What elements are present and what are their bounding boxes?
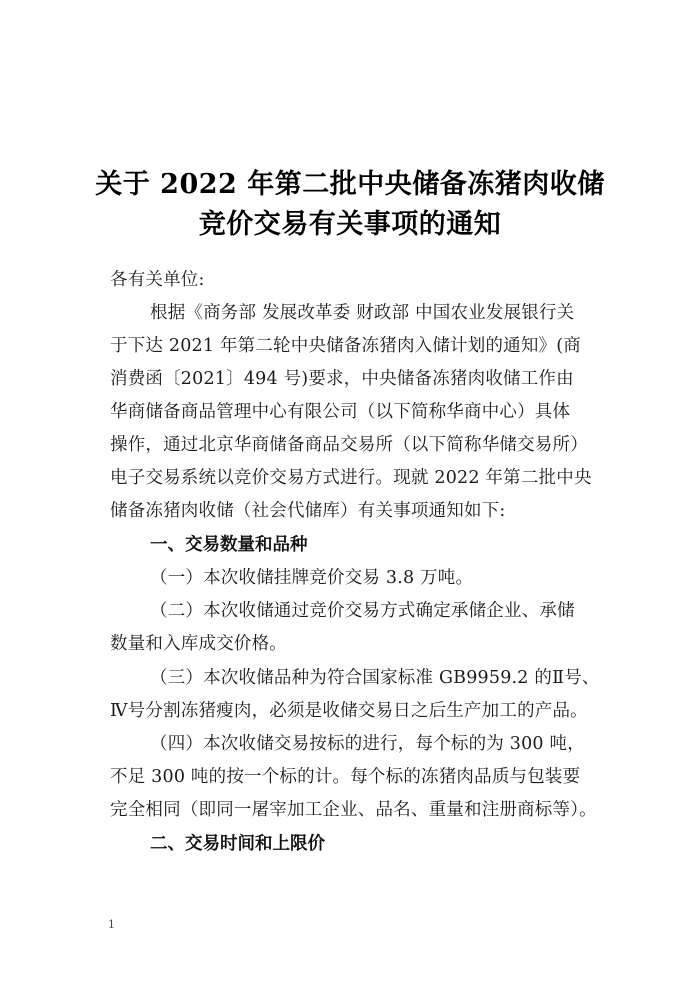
- section-item-line: （一）本次收储挂牌竞价交易 3.8 万吨。: [150, 568, 474, 588]
- title-line-2: 竞价交易有关事项的通知: [198, 209, 502, 240]
- section-item-line: Ⅳ号分割冻猪瘦肉，必须是收储交易日之后生产加工的产品。: [110, 701, 588, 721]
- intro-line: 操作，通过北京华商储备商品交易所（以下简称华储交易所）: [110, 435, 588, 455]
- section-heading: 一、交易数量和品种: [150, 535, 308, 555]
- section-item-line: 不足 300 吨的按一个标的计。每个标的冻猪肉品质与包装要: [110, 767, 581, 787]
- section-item-line: （三）本次收储品种为符合国家标准 GB9959.2 的Ⅱ号、: [150, 668, 600, 688]
- intro-line: 于下达 2021 年第二轮中央储备冻猪肉入储计划的通知》(商: [110, 336, 581, 356]
- page-number: 1: [108, 918, 115, 931]
- section-heading: 二、交易时间和上限价: [150, 834, 325, 854]
- salutation: 各有关单位:: [110, 270, 205, 290]
- intro-line: 华商储备商品管理中心有限公司（以下简称华商中心）具体: [110, 402, 571, 422]
- intro-line: 根据《商务部 发展改革委 财政部 中国农业发展银行关: [150, 303, 575, 323]
- intro-line: 消费函〔2021〕494 号)要求，中央储备冻猪肉收储工作由: [110, 369, 574, 389]
- intro-line: 电子交易系统以竞价交易方式进行。现就 2022 年第二批中央: [110, 468, 592, 488]
- section-item-line: 完全相同（即同一屠宰加工企业、品名、重量和注册商标等）。: [110, 800, 597, 820]
- section-item-line: 数量和入库成交价格。: [110, 634, 287, 654]
- title-line-1: 关于 2022 年第二批中央储备冻猪肉收储: [95, 169, 605, 200]
- section-item-line: （四）本次收储交易按标的进行，每个标的为 300 吨，: [150, 734, 585, 754]
- intro-line: 储备冻猪肉收储（社会代储库）有关事项通知如下:: [110, 501, 506, 521]
- section-item-line: （二）本次收储通过竞价交易方式确定承储企业、承储: [150, 601, 575, 621]
